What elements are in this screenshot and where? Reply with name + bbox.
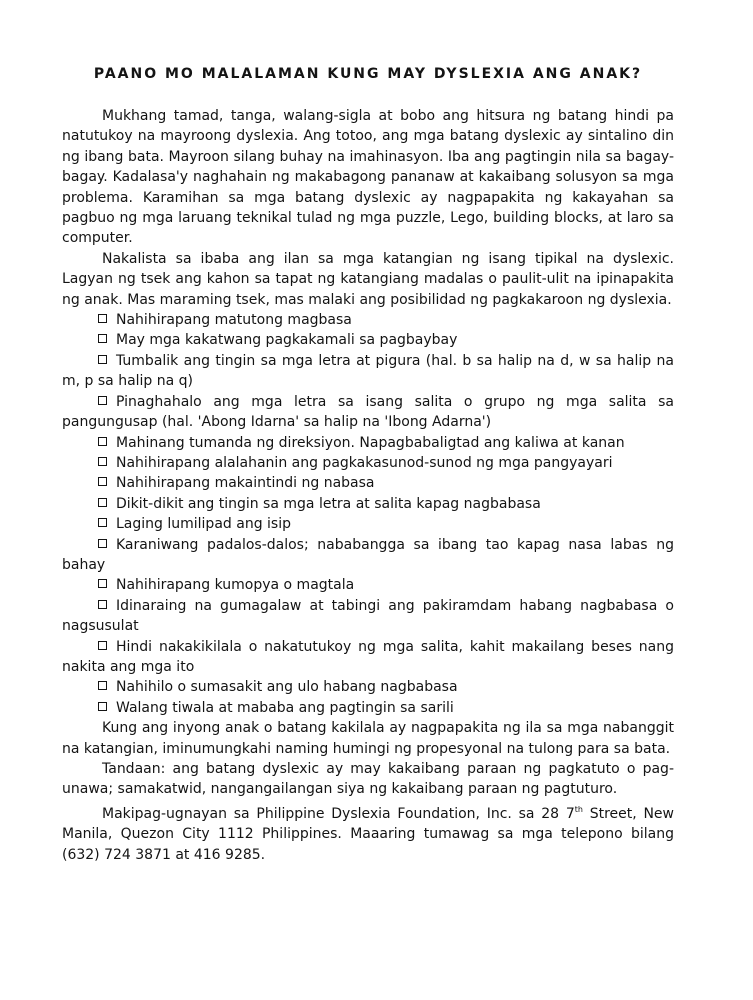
checkbox-icon xyxy=(98,518,107,527)
checklist-item-label: Hindi nakakikilala o nakatutukoy ng mga salita, kahit makailang beses nang nakita ang mga ito xyxy=(62,638,674,675)
checklist-item xyxy=(62,494,674,514)
checkbox-icon xyxy=(98,702,107,711)
checklist-item xyxy=(62,535,674,576)
checklist-item-label: Idinaraing na gumagalaw at tabingi ang pakiramdam habang nagbabasa o nagsusulat xyxy=(62,597,674,635)
checklist-item-label: Nahihirapang matutong magbasa xyxy=(116,312,352,329)
checkbox-icon xyxy=(98,396,107,405)
symptom-checklist xyxy=(62,310,674,718)
advice-paragraph: Kung ang inyong anak o batang kakilala ay nagpapakita ng ila sa mga nabanggit na katangian, iminumungkahi naming humingi ng propesyonal na tulong para sa bata. xyxy=(62,720,674,757)
checkbox-icon xyxy=(98,579,107,588)
checklist-item-label: Walang tiwala at mababa ang pagtingin sa sarili xyxy=(116,699,454,716)
checklist-item-label: Mahinang tumanda ng direksiyon. Napagbabaligtad ang kaliwa at kanan xyxy=(116,434,625,451)
instructions-paragraph: Nakalista sa ibaba ang ilan sa mga katangian ng isang tipikal na dyslexic. Lagyan ng tsek ang kahon sa tapat ng katangiang madalas o paulit-ulit na ipinapakita ng anak. Mas maraming tsek, mas malaki ang posibilidad ng pagkakaroon ng dyslexia. xyxy=(62,250,674,308)
checkbox-icon xyxy=(98,600,107,609)
checklist-item-label: Karaniwang padalos-dalos; nababangga sa ibang tao kapag nasa labas ng bahay xyxy=(62,536,674,573)
checklist-item xyxy=(62,392,674,433)
document-page xyxy=(62,64,674,865)
checklist-item xyxy=(62,453,674,473)
checkbox-icon xyxy=(98,457,107,466)
checklist-item-label: Tumbalik ang tingin sa mga letra at pigura (hal. b sa halip na d, w sa halip na m, p sa halip na q) xyxy=(62,352,674,390)
ordinal-superscript: th xyxy=(574,804,583,814)
checkbox-icon xyxy=(98,314,107,323)
contact-text-end: Street, New Manila, Quezon City 1112 Philippines. Maaaring tumawag sa mga telepono bilang (632) 724 3871 at 416 9285. xyxy=(62,805,674,863)
checkbox-icon xyxy=(98,681,107,690)
checklist-item-label: May mga kakatwang pagkakamali sa pagbaybay xyxy=(116,332,458,349)
checklist-item-label: Nahihilo o sumasakit ang ulo habang nagbabasa xyxy=(116,679,458,696)
checklist-item xyxy=(62,330,674,350)
document-title: PAANO MO MALALAMAN KUNG MAY DYSLEXIA ANG ANAK? xyxy=(93,66,643,82)
contact-text-start: Makipag-ugnayan sa Philippine Dyslexia Foundation, Inc. sa 28 7 xyxy=(102,805,575,822)
checklist-item xyxy=(62,596,674,637)
checkbox-icon xyxy=(98,477,107,486)
checklist-item xyxy=(62,310,674,330)
checklist-item-label: Laging lumilipad ang isip xyxy=(116,516,291,533)
checkbox-icon xyxy=(98,498,107,507)
checklist-item xyxy=(62,514,674,534)
checklist-item-label: Dikit-dikit ang tingin sa mga letra at salita kapag nagbabasa xyxy=(116,495,541,512)
checklist-item xyxy=(62,698,674,718)
checkbox-icon xyxy=(98,334,107,343)
checklist-item xyxy=(62,575,674,595)
checklist-item xyxy=(62,637,674,678)
contact-paragraph xyxy=(62,800,674,865)
checklist-item-label: Nahihirapang kumopya o magtala xyxy=(116,577,355,594)
checklist-item xyxy=(62,433,674,453)
reminder-paragraph: Tandaan: ang batang dyslexic ay may kakaibang paraan ng pagkatuto o pag-unawa; samakatwid, nangangailangan siya ng kakaibang paraan ng pagtuturo. xyxy=(62,761,674,798)
checklist-item xyxy=(62,351,674,392)
checklist-item xyxy=(62,677,674,697)
checklist-item-label: Nahihirapang alalahanin ang pagkakasunod-sunod ng mga pangyayari xyxy=(116,454,613,471)
checklist-item xyxy=(62,473,674,493)
checkbox-icon xyxy=(98,539,107,548)
checklist-item-label: Nahihirapang makaintindi ng nabasa xyxy=(116,475,375,492)
checkbox-icon xyxy=(98,641,107,650)
checkbox-icon xyxy=(98,355,107,364)
checklist-item-label: Pinaghahalo ang mga letra sa isang salita o grupo ng mga salita sa pangungusap (hal. 'Abong Idarna' sa halip na 'Ibong Adarna') xyxy=(62,393,674,431)
checkbox-icon xyxy=(98,437,107,446)
intro-paragraph: Mukhang tamad, tanga, walang-sigla at bobo ang hitsura ng batang hindi pa natutukoy na mayroong dyslexia. Ang totoo, ang mga batang dyslexic ay sintalino din ng ibang bata. Mayroon silang buhay na imahinasyon. Iba ang pagtingin nila sa bagay-bagay. Kadalasa'y naghahain ng makabagong pananaw at kakaibang solusyon sa mga problema. Karamihan sa mga batang dyslexic ay nagpapakita ng kakayahan sa pagbuo ng mga laruang teknikal tulad ng mga puzzle, Lego, building blocks, at laro sa computer. xyxy=(62,108,674,247)
